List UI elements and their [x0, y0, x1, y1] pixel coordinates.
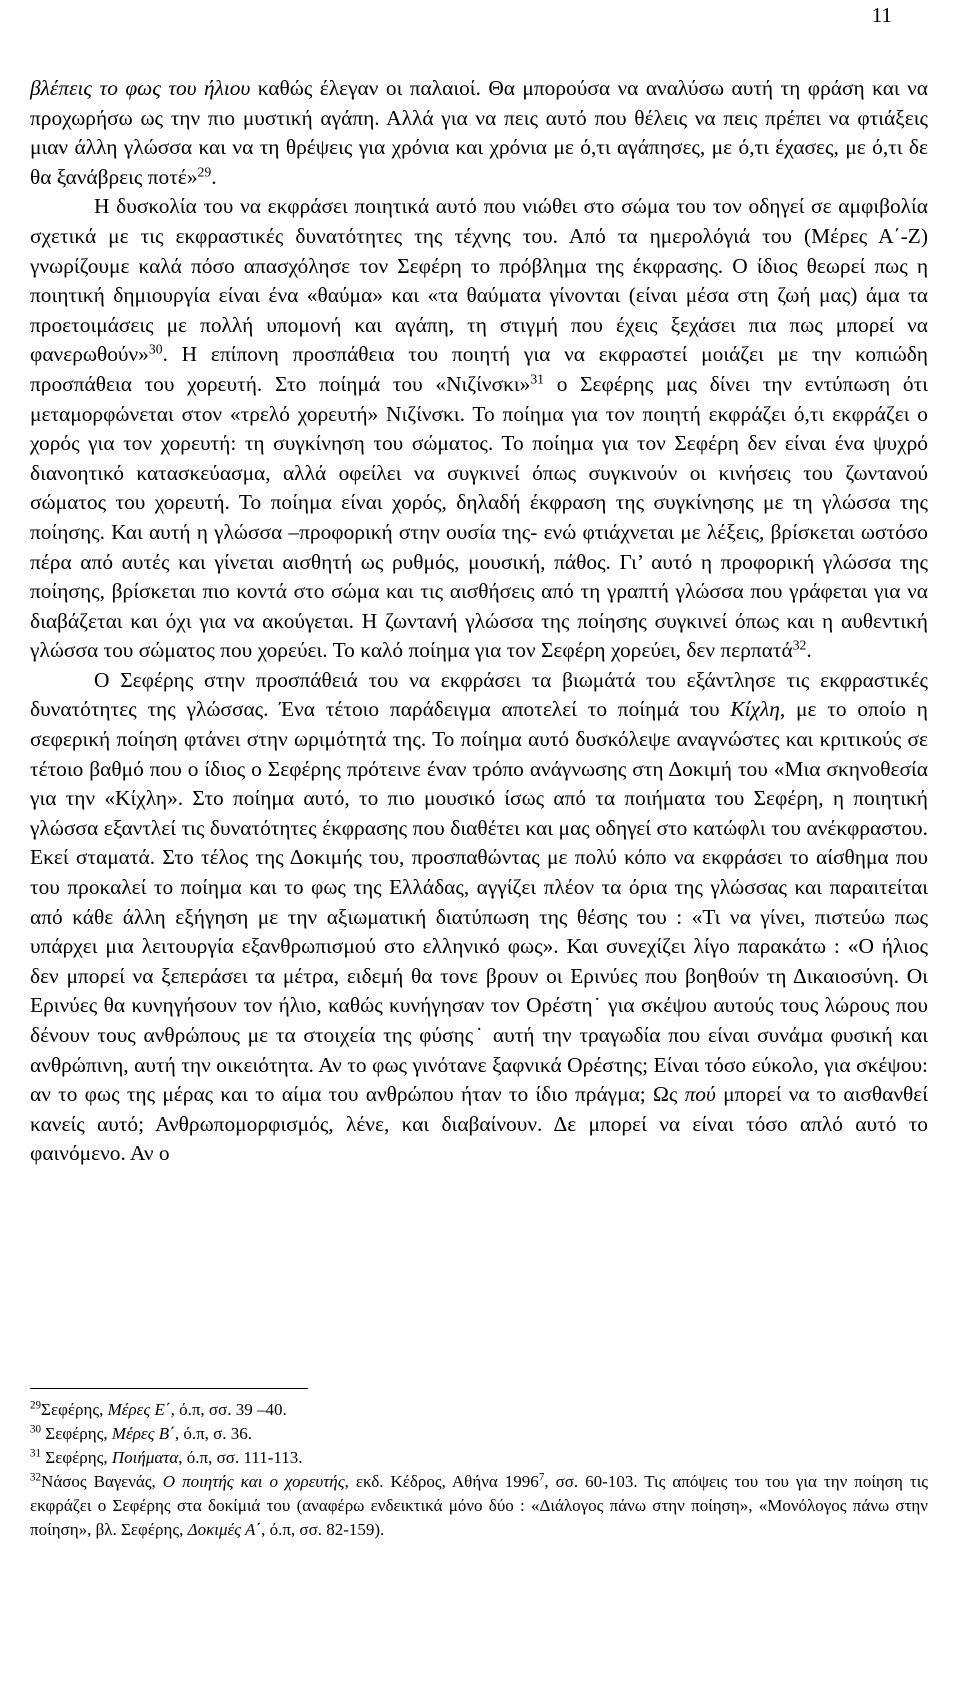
- footnote-number: 30: [30, 1423, 42, 1436]
- footnote-text: , σσ. 60-103. Τις απόψεις του του για την ποίηση τις εκφράζει ο Σεφέρης στα δοκίμιά του (αναφέρω ενδεικτικά μόνο δύο : «Διάλογος πάνω στην ποίηση», «Μονόλογος πάνω στην ποίηση», βλ. Σεφέρης,: [30, 1472, 928, 1539]
- text-run: Ο Σεφέρης στην προσπάθειά του να εκφράσει τα βιωμάτά του εξάντλησε τις εκφραστικές δυνατότητες της γλώσσας. Ένα τέτοιο παράδειγμα αποτελεί το ποίημά του: [30, 667, 928, 722]
- italic-word: πού: [684, 1082, 716, 1107]
- footnote-title: Ποιήματα: [111, 1448, 179, 1467]
- footnote-text: , εκδ. Κέδρος, Αθήνα 1996: [344, 1472, 539, 1491]
- footnote-ref-29: 29: [197, 164, 212, 180]
- text-run: .: [806, 638, 812, 663]
- footnote-text: Σεφέρης,: [41, 1400, 108, 1419]
- footnote-31: [30, 1446, 928, 1470]
- body-text: [30, 74, 928, 1169]
- paragraph-2: [30, 192, 928, 666]
- italic-phrase: βλέπεις το φως του ήλιου: [30, 76, 251, 100]
- footnotes: [30, 1398, 928, 1542]
- paragraph-3: [30, 666, 928, 1169]
- text-run: Η δυσκολία του να εκφράσει ποιητικά αυτό που νιώθει στο σώμα του τον οδηγεί σε αμφιβολία σχετικά με τις εκφραστικές δυνατότητες της τέχνης του. Από τα ημερολόγιά του (Μέρες Α΄-Ζ) γνωρίζουμε καλά πόσο απασχόλησε τον Σεφέρη το πρόβλημα της έκφρασης. Ο ίδιος θεωρεί πως η ποιητική δημιουργία είναι ένα «θαύμα» και «τα θαύματα γίνονται (είναι μέσα στη ζωή μας) άμα τα προετοιμάσεις με πολλή υπομονή και αγάπη, τη στιγμή που έχεις ξεχάσει πια πως μπορεί να φανερωθούν»: [30, 194, 928, 367]
- text-run: .: [211, 164, 217, 189]
- footnote-ref-31: 31: [530, 371, 545, 387]
- text-run: ο Σεφέρης μας δίνει την εντύπωση ότι μεταμορφώνεται στον «τρελό χορευτή» Νιζίνσκι. Το ποίημα για τον ποιητή εκφράζει ό,τι εκφράζει ο χορός για τον χορευτή: τη συγκίνηση του σώματος. Το ποίημα για τον Σεφέρη δεν είναι ένα ψυχρό διανοητικό κατασκεύασμα, αλλά οφείλει να συγκινεί όπως συγκινούν οι κινήσεις του ζωντανού σώματος του χορευτή. Το ποίημα είναι χορός, δηλαδή έκφραση της συγκίνησης με τη γλώσσα της ποίησης. Και αυτή η γλώσσα –προφορική στην ουσία της- ενώ φτιάχνεται με λέξεις, βρίσκεται ωστόσο πέρα από αυτές και γίνεται αισθητή ως ρυθμός, μουσική, πάθος. Γι’ αυτό η προφορική γλώσσα της ποίησης, βρίσκεται πιο κοντά στο σώμα και τις αισθήσεις από τη γραπτή γλώσσα που γράφεται για να διαβάζεται και όχι για να ακούγεται. Η ζωντανή γλώσσα της ποίησης συγκινεί όπως και η αυθεντική γλώσσα του σώματος που χορεύει. Το καλό ποίημα για τον Σεφέρη χορεύει, δεν περπατά: [30, 371, 928, 663]
- text-run: μπορεί να το αισθανθεί κανείς αυτό; Ανθρωπομορφισμός, λένε, και διαβαίνουν. Δε μπορεί να είναι τόσο απλό αυτό το φαινόμενο. Αν ο: [30, 1082, 928, 1166]
- footnote-title: Μέρες Β΄: [111, 1424, 175, 1443]
- footnote-title: Ο ποιητής και ο χορευτής: [162, 1472, 345, 1491]
- footnote-32: [30, 1470, 928, 1542]
- footnote-ref-30: 30: [148, 341, 163, 357]
- footnote-title: Μέρες Ε΄: [107, 1400, 171, 1419]
- footnote-title: Δοκιμές Α΄: [187, 1520, 262, 1539]
- page-number: 11: [871, 3, 892, 27]
- footnote-text: , ό.π, σσ. 111-113.: [178, 1448, 303, 1467]
- text-run: καθώς έλεγαν οι παλαιοί. Θα μπορούσα να αναλύσω αυτή τη φράση και να προχωρήσω ως την πιο μυστική αγάπη. Αλλά για να πεις αυτό που θέλεις να πεις πρέπει να φτιάξεις μιαν άλλη γλώσσα και να τη θρέψεις για χρόνια και χρόνια με ό,τι αγάπησες, με ό,τι έχασες, με ό,τι δε θα ξανάβρεις ποτέ»: [30, 76, 928, 189]
- footnote-29: [30, 1398, 928, 1422]
- footnote-number: 29: [30, 1399, 42, 1412]
- footnote-ref-32: 32: [792, 637, 807, 653]
- text-run: . Η επίπονη προσπάθεια του ποιητή για να εκφραστεί μοιάζει με την κοπιώδη προσπάθεια του χορευτή. Στο ποίημά του «Νιζίνσκι»: [30, 342, 928, 396]
- edition-number: 7: [538, 1471, 545, 1484]
- footnote-number: 32: [30, 1471, 42, 1484]
- text-run: , με το οποίο η σεφερική ποίηση φτάνει στην ωριμότητά της. Το ποίημα αυτό δυσκόλεψε αναγνώστες και κριτικούς σε τέτοιο βαθμό που ο ίδιος ο Σεφέρης πρότεινε έναν τρόπο ανάγνωσης στη Δοκιμή του «Μια σκηνοθεσία για την «Κίχλη». Στο ποίημα αυτό, το πιο μουσικό ίσως από τα ποιήματα του Σεφέρη, η ποιητική γλώσσα εξαντλεί τις δυνατότητες έκφρασης που διαθέτει και μας οδηγεί στο κατώφλι του ανέκφραστου. Εκεί σταματά. Στο τέλος της Δοκιμής του, προσπαθώντας με πολύ κόπο να εκφράσει το αίσθημα που του προκαλεί το ποίημα και το φως της Ελλάδας, αγγίζει πλέον τα όρια της γλώσσας και παραιτείται από κάθε άλλη εξήγηση με την αξιωματική διατύπωση της θέσης του : «Τι να γίνει, πιστεύω πως υπάρχει μια λειτουργία εξανθρωπισμού στο ελληνικό φως». Και συνεχίζει λίγο παρακάτω : «Ο ήλιος δεν μπορεί να ξεπεράσει τα μέτρα, ειδεμή θα τονε βρουν οι Ερινύες που βοηθούν τη Δικαιοσύνη. Οι Ερινύες θα κυνηγήσουν τον ήλιο, καθώς κυνήγησαν τον Ορέστη˙ για σκέψου αυτούς τους λώρους που δένουν τους ανθρώπους με τα στοιχεία της φύσης˙ αυτή την τραγωδία που είναι συνάμα φυσική και ανθρώπινη, αυτή την οικειότητα. Αν το φως γινότανε ξαφνικά Ορέστης; Είναι τόσο εύκολο, για σκέψου: αν το φως της μέρας και το αίμα του ανθρώπου ήταν το ίδιο πράγμα; Ως: [30, 697, 928, 1107]
- paragraph-1: [30, 74, 928, 192]
- footnote-text: , ό.π, σσ. 82-159).: [261, 1520, 385, 1539]
- footnote-30: [30, 1422, 928, 1446]
- footnote-separator: [30, 1388, 308, 1389]
- footnote-text: Σεφέρης,: [41, 1424, 112, 1443]
- footnote-text: , ό.π, σ. 36.: [174, 1424, 253, 1443]
- footnote-text: , ό.π, σσ. 39 –40.: [170, 1400, 287, 1419]
- italic-title-kichli: Κίχλη: [730, 697, 780, 722]
- footnote-text: Σεφέρης,: [41, 1448, 112, 1467]
- footnote-text: Νάσος Βαγενάς,: [41, 1472, 163, 1491]
- footnote-number: 31: [30, 1447, 42, 1460]
